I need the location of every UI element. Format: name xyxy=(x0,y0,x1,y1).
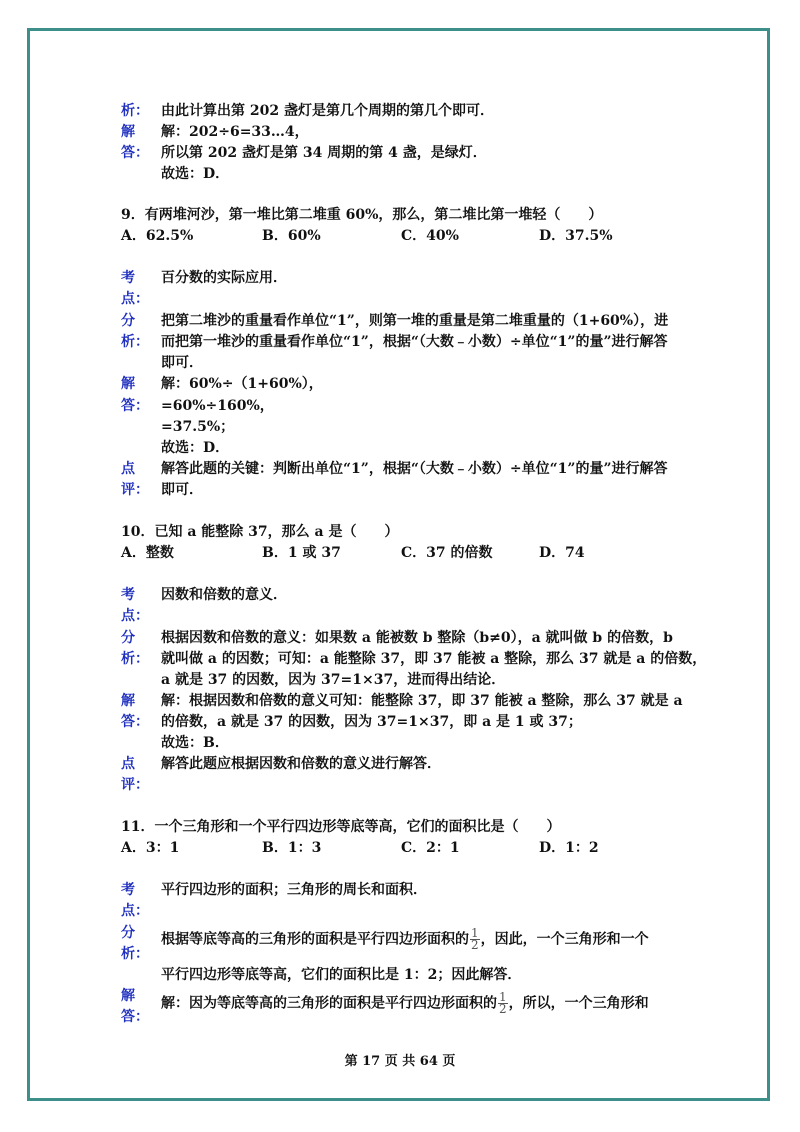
q10-jieda-line: 的倍数，a 就是 37 的因数，因为 37=1×37，即 a 是 1 或 37； xyxy=(161,714,582,730)
label-fen: 分 xyxy=(121,313,135,329)
q10-option-c: C．37 的倍数 xyxy=(401,545,493,561)
label-da: 答： xyxy=(121,398,149,414)
q9-jieda-line: 故选：D． xyxy=(161,440,230,456)
page-footer: 第 17 页 共 64 页 xyxy=(344,1054,456,1069)
q10-fenxi-line: a 就是 37 的因数，因为 37=1×37，进而得出结论． xyxy=(161,672,506,688)
fraction-one-half xyxy=(498,992,508,1015)
q11-option-a: A．3：1 xyxy=(121,840,180,856)
q10-fenxi-line: 就叫做 a 的因数；可知：a 能整除 37，即 37 能被 a 整除，那么 37 就是 a 的倍数， xyxy=(161,651,707,667)
fraction-one-half xyxy=(470,928,480,951)
label-dian: 点： xyxy=(121,903,149,919)
q11-jieda-text: 解：因为等底等高的三角形的面积是平行四边形面积的 xyxy=(161,995,497,1012)
label-kao: 考 xyxy=(121,882,135,898)
label-kao: 考 xyxy=(121,270,135,286)
question-10: 10．已知 a 能整除 37，那么 a 是（ ） xyxy=(121,524,399,540)
label-kao: 考 xyxy=(121,587,135,603)
label-jie: 解 xyxy=(121,376,135,392)
fraction-denominator: 2 xyxy=(471,938,479,952)
label-jie: 解 xyxy=(121,124,135,140)
fraction-numerator: 1 xyxy=(499,990,507,1004)
question-9: 9．有两堆河沙，第一堆比第二堆重 60%，那么，第二堆比第一堆轻（ ） xyxy=(121,207,603,223)
label-ping: 评： xyxy=(121,482,149,498)
q9-fenxi-line: 即可． xyxy=(161,355,203,371)
label-dian: 点 xyxy=(121,461,135,477)
q9-kaodian: 百分数的实际应用． xyxy=(161,270,287,286)
q11-option-c: C．2：1 xyxy=(401,840,460,856)
q9-option-d: D．37.5% xyxy=(539,228,613,244)
q9-jieda-line: =37.5%； xyxy=(161,419,235,435)
q10-option-b: B．1 或 37 xyxy=(262,545,341,561)
q11-option-d: D．1：2 xyxy=(539,840,599,856)
fraction-numerator: 1 xyxy=(471,926,479,940)
q10-kaodian: 因数和倍数的意义． xyxy=(161,587,287,603)
q9-dianping-line: 解答此题的关键：判断出单位“1”，根据“（大数﹣小数）÷单位“1”的量”进行解答 xyxy=(161,461,668,477)
q9-option-c: C．40% xyxy=(401,228,459,244)
q10-fenxi-line: 根据因数和倍数的意义：如果数 a 能被数 b 整除（b≠0），a 就叫做 b 的倍数，b xyxy=(161,630,673,646)
label-da: 答： xyxy=(121,714,149,730)
q9-fenxi-line: 把第二堆沙的重量看作单位“1”，则第一堆的重量是第二堆重量的（1+60%），进 xyxy=(161,313,669,329)
q11-jieda-text: ，所以，一个三角形和 xyxy=(508,995,649,1012)
analysis-line: 由此计算出第 202 盏灯是第几个周期的第几个即可． xyxy=(161,103,494,119)
label-da: 答： xyxy=(121,1009,149,1025)
q11-kaodian: 平行四边形的面积；三角形的周长和面积． xyxy=(161,882,427,898)
label-dian: 点： xyxy=(121,608,149,624)
q9-option-a: A．62.5% xyxy=(121,228,194,244)
answer-line: 解：202÷6=33…4， xyxy=(161,124,309,140)
label-xi: 析： xyxy=(121,334,149,350)
label-xi: 析： xyxy=(121,651,149,667)
q11-fenxi-text: 根据等底等高的三角形的面积是平行四边形面积的 xyxy=(161,931,469,948)
label-fen: 分 xyxy=(121,630,135,646)
q10-dianping: 解答此题应根据因数和倍数的意义进行解答． xyxy=(161,756,441,772)
label-jie: 解 xyxy=(121,693,135,709)
q11-fenxi-line1 xyxy=(161,928,649,951)
label-jie: 解 xyxy=(121,988,135,1004)
q10-jieda-line: 解：根据因数和倍数的意义可知：能整除 37，即 37 能被 a 整除，那么 37 就是 a xyxy=(161,693,683,709)
label-ping: 评： xyxy=(121,777,149,793)
q10-jieda-line: 故选：B． xyxy=(161,735,229,751)
q11-fenxi-text: ，因此，一个三角形和一个 xyxy=(480,931,649,948)
label-dian: 点 xyxy=(121,756,135,772)
q9-fenxi-line: 而把第一堆沙的重量看作单位“1”，根据“（大数﹣小数）÷单位“1”的量”进行解答 xyxy=(161,334,668,350)
label-dian: 点： xyxy=(121,291,149,307)
q9-jieda-line: =60%÷160%， xyxy=(161,398,274,414)
q11-fenxi-line2: 平行四边形等底等高，它们的面积比是 1：2；因此解答． xyxy=(161,967,522,983)
label-da: 答： xyxy=(121,145,149,161)
label-xi: 析： xyxy=(121,946,149,962)
answer-line: 所以第 202 盏灯是第 34 周期的第 4 盏，是绿灯． xyxy=(161,145,487,161)
fraction-denominator: 2 xyxy=(499,1002,507,1016)
q9-jieda-line: 解：60%÷（1+60%）， xyxy=(161,376,323,392)
q10-option-d: D．74 xyxy=(539,545,585,561)
label-fenxi-tail: 析： xyxy=(121,103,149,119)
q9-dianping-line: 即可． xyxy=(161,482,203,498)
q11-option-b: B．1：3 xyxy=(262,840,322,856)
question-11: 11．一个三角形和一个平行四边形等底等高，它们的面积比是（ ） xyxy=(121,819,561,835)
q10-option-a: A．整数 xyxy=(121,545,174,561)
q11-jieda-line1 xyxy=(161,992,649,1015)
q9-option-b: B．60% xyxy=(262,228,321,244)
label-fen: 分 xyxy=(121,925,135,941)
answer-choice: 故选：D． xyxy=(161,166,230,182)
